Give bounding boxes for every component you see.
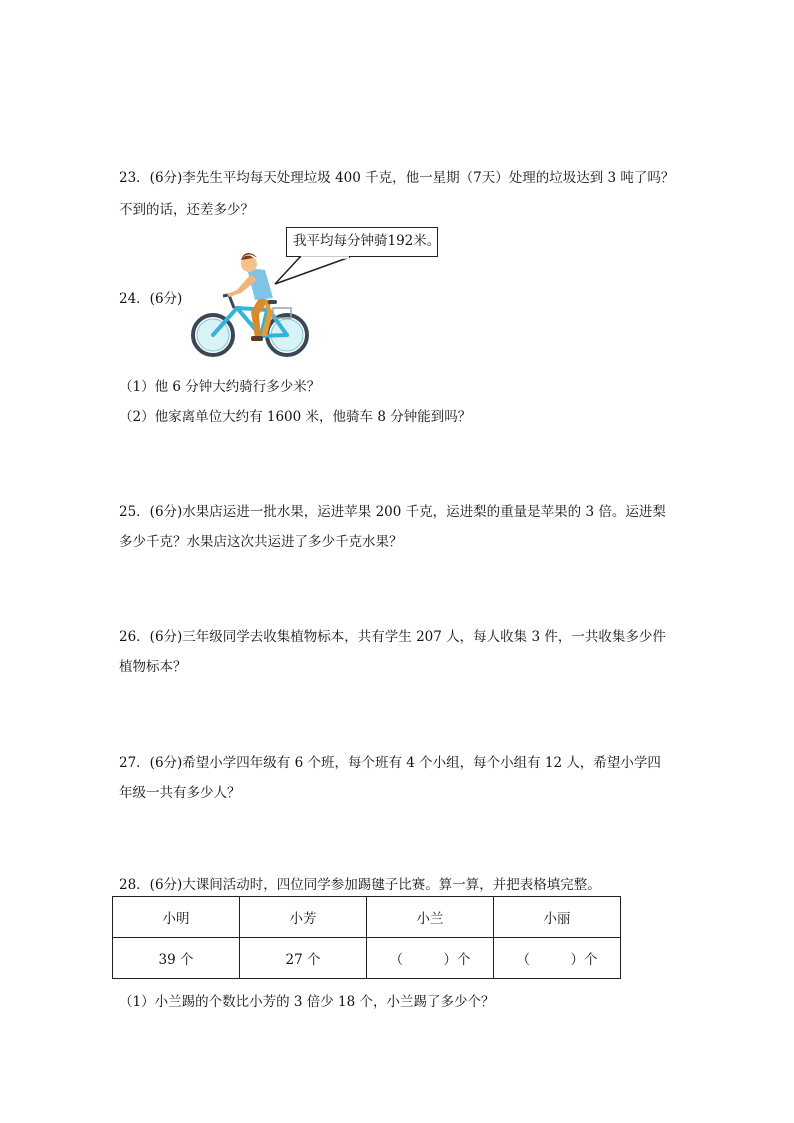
q27-line1: 27．(6分)希望小学四年级有 6 个班，每个班有 4 个小组，每个小组有 12 人，希望小学四 [119,755,661,771]
header-cell: 小明 [113,897,240,938]
q26-line2: 植物标本？ [119,659,187,675]
table-header-row [113,897,621,938]
value-cell: 39 个 [113,938,240,979]
q24-label: 24．(6分) [119,291,183,307]
q27-line2: 年级一共有多少人？ [119,785,241,801]
header-cell: 小兰 [367,897,494,938]
kick-score-table [112,896,621,979]
q23-line2: 不到的话，还差多少？ [119,202,254,218]
q28-sub1: （1）小兰踢的个数比小芳的 3 倍少 18 个，小兰踢了多少个？ [119,994,495,1010]
answer-blank-cell[interactable]: （ ）个 [494,938,621,979]
q26-line1: 26．(6分)三年级同学去收集植物标本，共有学生 207 人，每人收集 3 件，一共收集多少件 [119,629,666,645]
header-cell: 小芳 [240,897,367,938]
table-row [113,938,621,979]
q23-line1: 23．(6分)李先生平均每天处理垃圾 400 千克，他一星期（7天）处理的垃圾达到 3 吨了吗？ [119,170,675,186]
q24-sub1: （1）他 6 分钟大约骑行多少米？ [119,379,321,395]
q25-line2: 多少千克？水果店这次共运进了多少千克水果？ [119,534,403,550]
header-cell: 小丽 [494,897,621,938]
speech-bubble: 我平均每分钟骑192米。 [286,227,438,257]
answer-blank-cell[interactable]: （ ）个 [367,938,494,979]
q28-line1: 28．(6分)大课间活动时，四位同学参加踢毽子比赛。算一算，并把表格填完整。 [119,877,601,893]
cyclist-illustration [189,250,311,360]
q24-sub2: （2）他家离单位大约有 1600 米，他骑车 8 分钟能到吗？ [119,409,472,425]
value-cell: 27 个 [240,938,367,979]
q25-line1: 25．(6分)水果店运进一批水果，运进苹果 200 千克，运进梨的重量是苹果的 3 倍。运进梨 [119,504,666,520]
